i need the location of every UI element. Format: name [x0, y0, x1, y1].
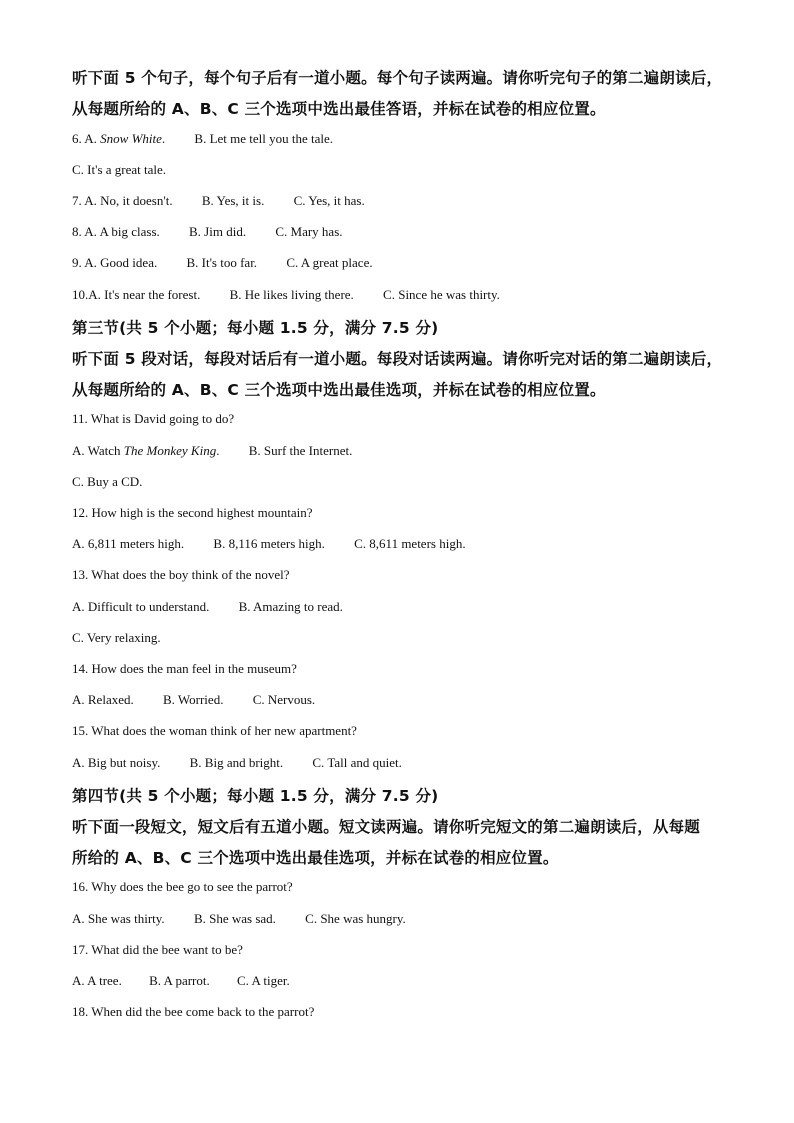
q7-option-a: 7. A. No, it doesn't.	[72, 193, 173, 208]
section4-intro-line-1: 听下面一段短文，短文后有五道小题。短文读两遍。请你听完短文的第二遍朗读后，从每题	[72, 818, 701, 836]
q12-option-b: B. 8,116 meters high.	[213, 536, 325, 551]
q13-option-b: B. Amazing to read.	[238, 599, 343, 614]
question-9-options-row	[72, 255, 373, 271]
question-14-options-row	[72, 692, 315, 708]
q16-option-a: A. She was thirty.	[72, 911, 165, 926]
q16-option-b: B. She was sad.	[193, 911, 276, 926]
section3-intro-line-1: 听下面 5 段对话，每段对话后有一道小题。每段对话读两遍。请你听完对话的第二遍朗读后，	[72, 350, 723, 368]
q15-option-a: A. Big but noisy.	[72, 755, 161, 770]
question-11-options-row	[72, 443, 352, 459]
question-12-stem: 12. How high is the second highest mountain?	[72, 505, 313, 520]
q8-option-c: C. Mary has.	[275, 224, 343, 239]
q17-option-a: A. A tree.	[72, 973, 122, 988]
q13-option-c: C. Very relaxing.	[72, 630, 161, 645]
question-15-options-row	[72, 755, 402, 771]
question-6-options-row	[72, 131, 333, 147]
q10-option-c: C. Since he was thirty.	[383, 287, 500, 302]
section3-intro-line-2: 从每题所给的 A、B、C 三个选项中选出最佳选项，并标在试卷的相应位置。	[72, 381, 606, 399]
q7-option-c: C. Yes, it has.	[293, 193, 365, 208]
q11-option-c: C. Buy a CD.	[72, 474, 143, 489]
section2-intro-line-2: 从每题所给的 A、B、C 三个选项中选出最佳答语，并标在试卷的相应位置。	[72, 100, 606, 118]
question-17-options-row	[72, 973, 290, 989]
q9-option-a: 9. A. Good idea.	[72, 255, 158, 270]
q8-option-b: B. Jim did.	[189, 224, 247, 239]
q16-option-c: C. She was hungry.	[305, 911, 406, 926]
question-16-stem: 16. Why does the bee go to see the parrot?	[72, 879, 293, 894]
question-12-options-row	[72, 536, 466, 552]
q6-option-a: 6. A. Snow White.	[72, 131, 166, 146]
q17-option-b: B. A parrot.	[149, 973, 210, 988]
q9-option-c: C. A great place.	[286, 255, 373, 270]
question-7-options-row	[72, 193, 365, 209]
q7-option-b: B. Yes, it is.	[201, 193, 265, 208]
question-13-options-row	[72, 599, 343, 615]
q14-option-c: C. Nervous.	[252, 692, 316, 707]
q10-option-b: B. He likes living there.	[229, 287, 354, 302]
q6-option-b: B. Let me tell you the tale.	[194, 131, 334, 146]
q10-option-a: 10.A. It's near the forest.	[72, 287, 201, 302]
question-10-options-row	[72, 287, 500, 303]
question-16-options-row	[72, 911, 406, 927]
q17-option-c: C. A tiger.	[237, 973, 290, 988]
q12-option-c: C. 8,611 meters high.	[354, 536, 466, 551]
question-8-options-row	[72, 224, 343, 240]
q11-option-b: B. Surf the Internet.	[248, 443, 353, 458]
question-18-stem: 18. When did the bee come back to the parrot?	[72, 1004, 315, 1019]
q12-option-a: A. 6,811 meters high.	[72, 536, 185, 551]
q8-option-a: 8. A. A big class.	[72, 224, 160, 239]
section3-title: 第三节(共 5 个小题；每小题 1.5 分，满分 7.5 分)	[72, 319, 439, 337]
q14-option-a: A. Relaxed.	[72, 692, 134, 707]
section4-title: 第四节(共 5 个小题；每小题 1.5 分，满分 7.5 分)	[72, 787, 439, 805]
q13-option-a: A. Difficult to understand.	[72, 599, 210, 614]
q9-option-b: B. It's too far.	[186, 255, 258, 270]
q6-option-c: C. It's a great tale.	[72, 162, 167, 177]
q14-option-b: B. Worried.	[162, 692, 224, 707]
question-13-stem: 13. What does the boy think of the novel?	[72, 567, 290, 582]
question-15-stem: 15. What does the woman think of her new apartment?	[72, 723, 357, 738]
section4-intro-line-2: 所给的 A、B、C 三个选项中选出最佳选项，并标在试卷的相应位置。	[72, 849, 559, 867]
question-17-stem: 17. What did the bee want to be?	[72, 942, 243, 957]
q15-option-c: C. Tall and quiet.	[312, 755, 402, 770]
section2-intro-line-1: 听下面 5 个句子，每个句子后有一道小题。每个句子读两遍。请你听完句子的第二遍朗读后，	[72, 69, 723, 87]
question-11-stem: 11. What is David going to do?	[72, 411, 235, 426]
q11-option-a: A. Watch The Monkey King.	[72, 443, 220, 458]
question-14-stem: 14. How does the man feel in the museum?	[72, 661, 297, 676]
q15-option-b: B. Big and bright.	[189, 755, 284, 770]
